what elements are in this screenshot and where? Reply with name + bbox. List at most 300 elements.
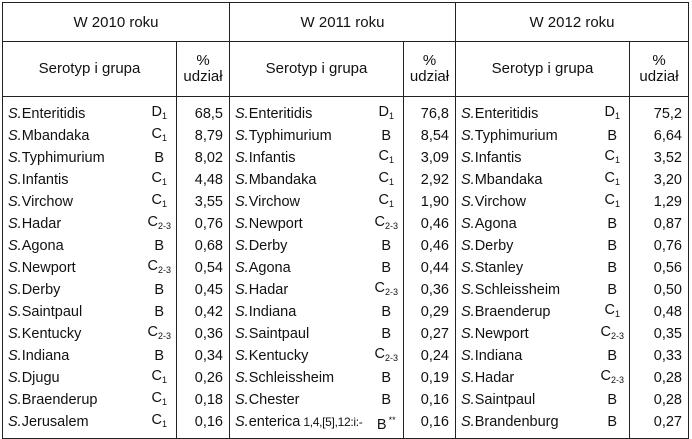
serogroup-subscript: 2-3 [610, 330, 624, 341]
serotype-name-cell [230, 125, 372, 147]
percent-share-cell: 3,20 [630, 169, 689, 191]
percent-share-cell: 0,19 [404, 367, 456, 389]
genus-prefix: S. [8, 216, 22, 232]
serotype-name-cell [456, 301, 598, 323]
serotype-name: Braenderup [21, 391, 98, 408]
serotype-name: Brandenburg [474, 414, 559, 431]
serogroup-letter: C [604, 170, 615, 186]
serotype-name-cell [230, 169, 372, 191]
percent-share-cell: 0,26 [177, 367, 230, 389]
genus-prefix: S. [461, 216, 475, 232]
percent-share-cell: 0,48 [630, 301, 689, 323]
serotype-group-header: Serotyp i grupa [456, 42, 630, 97]
percent-share-cell: 0,35 [630, 323, 689, 345]
genus-prefix: S. [235, 325, 249, 342]
serogroup-letter: B [607, 216, 618, 232]
genus-prefix: S. [235, 391, 249, 408]
serogroup-cell [145, 367, 177, 389]
genus-prefix: S. [235, 369, 249, 386]
serotype-name-cell [3, 389, 145, 411]
genus-prefix: S. [461, 237, 475, 254]
table-row [3, 301, 689, 323]
serotype-name: Saintpaul [474, 391, 536, 408]
serogroup-letter: C [151, 367, 162, 384]
serogroup-cell [598, 345, 630, 367]
serogroup-cell [372, 213, 404, 235]
table-row [3, 367, 689, 389]
serotype-name: Agona [248, 259, 291, 276]
serotype-group-header: Serotyp i grupa [3, 42, 177, 97]
serogroup-letter: B [607, 237, 618, 254]
serogroup-letter: B [376, 416, 387, 433]
serogroup-subscript: 1 [161, 396, 167, 407]
percent-share-cell: 6,64 [630, 125, 689, 147]
table-row [3, 97, 689, 126]
column-header-row [3, 42, 689, 97]
serogroup-letter: B [381, 128, 392, 144]
year-2010-header: W 2010 roku [3, 3, 230, 42]
serogroup-cell [372, 257, 404, 279]
serotype-name: Virchow [21, 194, 74, 210]
percent-share-header [404, 42, 456, 97]
serotype-name-cell [230, 301, 372, 323]
serogroup-subscript: 1 [161, 111, 167, 121]
percent-share-cell: 1,90 [404, 191, 456, 213]
genus-prefix: S. [8, 347, 22, 364]
serogroup-letter: C [604, 301, 615, 318]
serogroup-letter: B [381, 259, 392, 276]
table-row [3, 191, 689, 213]
percent-sign: % [196, 52, 210, 69]
serotype-name: Derby [248, 237, 288, 254]
serogroup-cell [598, 279, 630, 301]
serogroup-cell [372, 301, 404, 323]
genus-prefix: S. [235, 150, 249, 166]
genus-prefix: S. [8, 172, 22, 188]
genus-prefix: S. [235, 303, 249, 320]
table-row [3, 257, 689, 279]
serotype-name-cell [456, 323, 598, 345]
percent-share-cell: 1,29 [630, 191, 689, 213]
serotype-name: enterica [248, 414, 301, 431]
serotype-name: Saintpaul [21, 303, 83, 320]
percent-share-cell: 0,68 [177, 235, 230, 257]
genus-prefix: S. [235, 106, 249, 122]
percent-share-cell: 4,48 [177, 169, 230, 191]
serogroup-letter: C [378, 170, 389, 186]
genus-prefix: S. [235, 172, 249, 188]
serogroup-cell [598, 257, 630, 279]
serogroup-cell [598, 323, 630, 345]
serogroup-cell [145, 279, 177, 301]
serogroup-cell [145, 257, 177, 279]
serogroup-subscript: 1 [161, 199, 167, 209]
percent-share-cell: 0,16 [404, 389, 456, 411]
serotype-name-cell [456, 97, 598, 126]
genus-prefix: S. [8, 259, 22, 276]
serogroup-letter: C [374, 345, 385, 362]
serotype-name: Derby [474, 237, 514, 254]
serogroup-cell [598, 411, 630, 439]
serotype-name-cell [3, 301, 145, 323]
percent-share-cell: 0,16 [404, 411, 456, 439]
serogroup-subscript: 2-3 [157, 221, 171, 231]
serogroup-cell [372, 235, 404, 257]
serotype-name: Hadar [248, 281, 289, 298]
serogroup-letter: C [151, 412, 162, 429]
serotype-name-cell [456, 213, 598, 235]
serogroup-letter: C [604, 148, 615, 164]
serotype-name: Mbandaka [21, 128, 90, 144]
year-2011-header: W 2011 roku [230, 3, 456, 42]
percent-share-cell: 3,55 [177, 191, 230, 213]
serogroup-letter: B [607, 259, 618, 276]
serotype-name-cell [3, 257, 145, 279]
percent-share-cell: 0,87 [630, 213, 689, 235]
serogroup-subscript: 2-3 [610, 374, 624, 385]
table-row [3, 323, 689, 345]
serotype-name: Jerusalem [21, 414, 89, 431]
serogroup-cell [145, 389, 177, 411]
percent-share-cell: 0,54 [177, 257, 230, 279]
serogroup-letter: C [151, 389, 162, 406]
table-row [3, 147, 689, 169]
serogroup-subscript: 1 [614, 111, 620, 121]
serotype-name-cell [230, 257, 372, 279]
genus-prefix: S. [8, 391, 22, 408]
serogroup-letter: C [600, 367, 611, 384]
serogroup-letter: B [607, 347, 618, 364]
serotype-name-cell [3, 125, 145, 147]
percent-share-header [630, 42, 689, 97]
serogroup-cell [598, 125, 630, 147]
serotype-name-cell [3, 323, 145, 345]
genus-prefix: S. [235, 216, 249, 232]
serotype-name: Indiana [21, 347, 70, 364]
genus-prefix: S. [461, 128, 475, 144]
serogroup-letter: C [378, 148, 389, 164]
percent-share-cell: 3,09 [404, 147, 456, 169]
serogroup-letter: C [374, 214, 385, 230]
serotype-name: Schleissheim [248, 369, 335, 386]
serotype-table [2, 2, 689, 439]
genus-prefix: S. [235, 194, 249, 210]
percent-share-cell: 0,76 [630, 235, 689, 257]
table-row [3, 389, 689, 411]
serogroup-cell [372, 345, 404, 367]
serogroup-cell [145, 213, 177, 235]
serogroup-letter: B [607, 391, 618, 408]
serogroup-cell [372, 97, 404, 126]
genus-prefix: S. [8, 303, 22, 320]
serotype-name-cell [230, 389, 372, 411]
percent-share-cell: 0,18 [177, 389, 230, 411]
genus-prefix: S. [461, 369, 475, 386]
percent-share-cell: 8,02 [177, 147, 230, 169]
serotype-name: Virchow [248, 194, 301, 210]
serotype-name: Infantis [474, 150, 522, 166]
serotype-name: Stanley [474, 259, 524, 276]
genus-prefix: S. [8, 237, 22, 254]
serogroup-cell [372, 389, 404, 411]
percent-sign: % [422, 52, 437, 69]
serogroup-subscript: 1 [161, 374, 167, 385]
serotype-name-cell [456, 125, 598, 147]
genus-prefix: S. [461, 347, 475, 364]
table-body [3, 97, 689, 439]
serotype-name-cell [456, 279, 598, 301]
serogroup-letter: B [154, 303, 165, 320]
serogroup-subscript: 1 [614, 155, 620, 165]
serotype-name-cell [3, 191, 145, 213]
serogroup-subscript: 1 [161, 177, 167, 187]
share-label: udział [183, 68, 223, 85]
serogroup-subscript: 2-3 [384, 352, 398, 363]
serogroup-cell [145, 235, 177, 257]
genus-prefix: S. [461, 172, 475, 188]
serogroup-letter: B [381, 369, 392, 386]
year-2012-header: W 2012 roku [456, 3, 689, 42]
genus-prefix: S. [461, 259, 475, 276]
serotype-name-cell [3, 169, 145, 191]
serogroup-letter: B [607, 414, 618, 431]
serogroup-cell [145, 411, 177, 439]
serogroup-cell [145, 345, 177, 367]
serotype-name-cell [456, 367, 598, 389]
percent-share-cell: 8,54 [404, 125, 456, 147]
serotype-name-cell [3, 235, 145, 257]
serotype-name-cell [3, 147, 145, 169]
serogroup-subscript: 1 [388, 111, 394, 121]
genus-prefix: S. [461, 414, 475, 431]
serotype-name: Typhimurium [21, 150, 105, 166]
serogroup-cell [145, 169, 177, 191]
serotype-name-cell [3, 367, 145, 389]
serotype-name-cell [3, 279, 145, 301]
percent-share-cell: 0,24 [404, 345, 456, 367]
serogroup-letter: B [381, 391, 392, 408]
serogroup-letter: C [151, 126, 162, 142]
serogroup-letter: D [378, 104, 389, 120]
serogroup-cell [372, 147, 404, 169]
serotype-name: Typhimurium [474, 128, 558, 144]
serotype-name: Enteritidis [474, 106, 539, 122]
genus-prefix: S. [461, 106, 475, 122]
serotype-name: Agona [21, 237, 64, 254]
share-label: udział [409, 68, 450, 85]
serogroup-letter: D [151, 104, 162, 120]
serotype-name-cell [230, 279, 372, 301]
serogroup-subscript: 1 [614, 308, 620, 319]
serogroup-cell [145, 125, 177, 147]
serotype-name: Hadar [21, 216, 62, 232]
serotype-name-cell [456, 169, 598, 191]
percent-share-cell: 0,42 [177, 301, 230, 323]
serotype-name: Infantis [248, 150, 296, 166]
genus-prefix: S. [235, 414, 249, 431]
percent-share-cell: 75,2 [630, 97, 689, 126]
serogroup-cell [598, 367, 630, 389]
serogroup-letter: B [381, 325, 392, 342]
serotype-name-cell [456, 389, 598, 411]
serotype-name-cell [456, 257, 598, 279]
genus-prefix: S. [235, 259, 249, 276]
serotype-name: Braenderup [474, 303, 551, 320]
serogroup-letter: C [378, 192, 389, 208]
serogroup-letter: B [154, 150, 165, 166]
serogroup-letter: B [381, 237, 392, 254]
serogroup-cell [598, 169, 630, 191]
serotype-name-cell [3, 213, 145, 235]
table-row [3, 279, 689, 301]
serogroup-letter: C [600, 323, 611, 340]
footnote-marker: ** [388, 414, 396, 425]
percent-share-cell: 0,27 [630, 411, 689, 439]
genus-prefix: S. [461, 391, 475, 408]
serotype-name: Mbandaka [474, 172, 543, 188]
serogroup-cell [145, 147, 177, 169]
percent-share-cell: 68,5 [177, 97, 230, 126]
percent-share-cell: 0,46 [404, 213, 456, 235]
serotype-name: Mbandaka [248, 172, 317, 188]
serogroup-subscript: 1 [614, 199, 620, 209]
percent-share-cell: 0,46 [404, 235, 456, 257]
serogroup-subscript: 1 [388, 177, 394, 187]
serogroup-cell [598, 213, 630, 235]
serotype-name-cell [230, 191, 372, 213]
serogroup-cell [372, 411, 404, 439]
genus-prefix: S. [235, 128, 249, 144]
genus-prefix: S. [8, 106, 22, 122]
serotype-name-cell [230, 323, 372, 345]
percent-share-cell: 3,52 [630, 147, 689, 169]
serotype-name: Hadar [474, 369, 515, 386]
percent-share-cell: 0,27 [404, 323, 456, 345]
serogroup-cell [598, 97, 630, 126]
serogroup-cell [598, 191, 630, 213]
serogroup-subscript: 2-3 [157, 330, 171, 341]
serogroup-letter: B [154, 237, 165, 254]
table-row [3, 213, 689, 235]
serogroup-subscript: 1 [614, 177, 620, 187]
genus-prefix: S. [8, 325, 22, 342]
serotype-name: Infantis [21, 172, 69, 188]
serogroup-cell [598, 301, 630, 323]
serotype-name: Chester [248, 391, 300, 408]
serotype-name: Virchow [474, 194, 527, 210]
serotype-name: Derby [21, 281, 61, 298]
serotype-name: Schleissheim [474, 281, 561, 298]
percent-share-cell: 0,44 [404, 257, 456, 279]
serotype-name: Djugu [21, 369, 60, 386]
share-label: udział [639, 68, 679, 85]
serotype-name: Newport [21, 259, 76, 276]
percent-share-header [177, 42, 230, 97]
serogroup-subscript: 1 [388, 199, 394, 209]
percent-share-cell: 0,45 [177, 279, 230, 301]
serogroup-letter: B [381, 303, 392, 320]
genus-prefix: S. [235, 281, 249, 298]
genus-prefix: S. [8, 369, 22, 386]
serogroup-letter: C [374, 279, 385, 296]
table-row [3, 411, 689, 439]
serotype-name: Indiana [474, 347, 523, 364]
genus-prefix: S. [461, 303, 475, 320]
serotype-name-cell [456, 345, 598, 367]
genus-prefix: S. [8, 150, 22, 166]
serotype-name: Kentucky [248, 347, 309, 364]
antigenic-formula: 1,4,[5],12:i:- [300, 415, 363, 430]
genus-prefix: S. [461, 281, 475, 298]
serogroup-letter: C [151, 192, 162, 208]
serotype-name-cell [3, 411, 145, 439]
serogroup-cell [372, 279, 404, 301]
genus-prefix: S. [8, 128, 22, 144]
table-row [3, 125, 689, 147]
serogroup-cell [145, 191, 177, 213]
serogroup-letter: B [154, 281, 165, 298]
serogroup-subscript: 2-3 [157, 264, 171, 275]
serogroup-letter: C [147, 323, 158, 340]
serotype-name-cell [3, 97, 145, 126]
percent-share-cell: 0,29 [404, 301, 456, 323]
serotype-name: Typhimurium [248, 128, 332, 144]
percent-share-cell: 0,28 [630, 367, 689, 389]
serogroup-cell [598, 389, 630, 411]
genus-prefix: S. [8, 281, 22, 298]
percent-sign: % [652, 52, 666, 69]
serotype-name: Agona [474, 216, 517, 232]
genus-prefix: S. [8, 414, 22, 431]
serotype-name: Indiana [248, 303, 297, 320]
percent-share-cell: 2,92 [404, 169, 456, 191]
genus-prefix: S. [235, 347, 249, 364]
percent-share-cell: 0,56 [630, 257, 689, 279]
serogroup-cell [372, 367, 404, 389]
serogroup-cell [145, 323, 177, 345]
percent-share-cell: 76,8 [404, 97, 456, 126]
serogroup-cell [372, 191, 404, 213]
serotype-name: Newport [474, 325, 529, 342]
genus-prefix: S. [235, 237, 249, 254]
serotype-name-cell [456, 235, 598, 257]
serotype-name-cell [230, 345, 372, 367]
genus-prefix: S. [461, 194, 475, 210]
genus-prefix: S. [8, 194, 22, 210]
percent-share-cell: 0,36 [404, 279, 456, 301]
serotype-name-cell [230, 235, 372, 257]
genus-prefix: S. [461, 325, 475, 342]
percent-share-cell: 0,50 [630, 279, 689, 301]
serogroup-cell [372, 323, 404, 345]
percent-share-cell: 0,33 [630, 345, 689, 367]
serogroup-subscript: 1 [388, 155, 394, 165]
serotype-name: Newport [248, 216, 303, 232]
serotype-name-cell [230, 367, 372, 389]
serogroup-letter: C [604, 192, 615, 208]
serogroup-letter: B [607, 281, 618, 298]
serotype-name-cell [230, 147, 372, 169]
serogroup-cell [145, 97, 177, 126]
percent-share-cell: 0,76 [177, 213, 230, 235]
table-row [3, 235, 689, 257]
serogroup-subscript: 2-3 [384, 286, 398, 297]
serotype-name-cell [230, 213, 372, 235]
serogroup-cell [145, 301, 177, 323]
serogroup-letter: B [154, 347, 165, 364]
serotype-name-cell [456, 411, 598, 439]
percent-share-cell: 0,28 [630, 389, 689, 411]
